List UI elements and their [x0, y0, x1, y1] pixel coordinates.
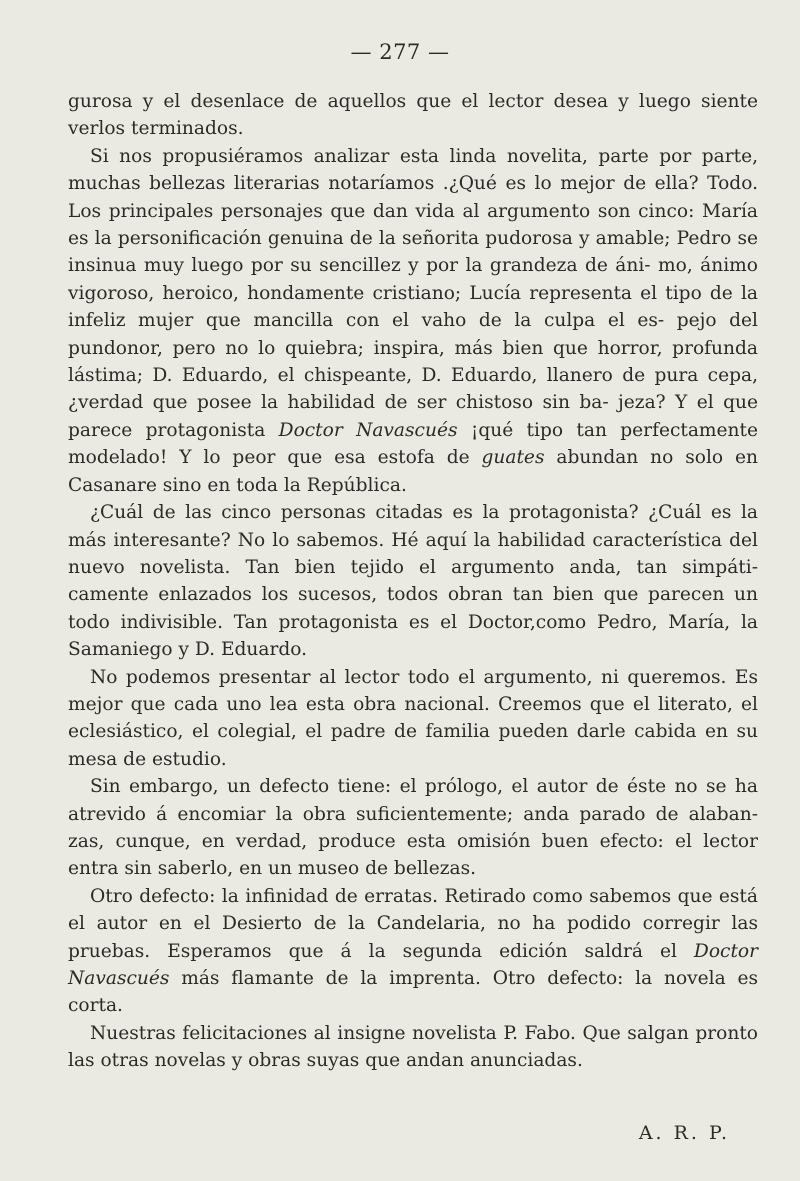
page-number: — 277 — — [350, 40, 450, 64]
book-title-italic-2: Doctor Navascués — [68, 940, 758, 989]
paragraph-6-part-2: más flamante de la imprenta. Otro defecto: la novela es corta. — [68, 968, 758, 1017]
paragraph-2-part-3: abundan no solo en Casanare sino en toda la República. — [68, 447, 758, 496]
paragraph-3: ¿Cuál de las cinco personas citadas es la protagonista? ¿Cuál es la más interesante? No lo sabemos. Hé aquí la habilidad característica del nuevo novelista. Tan bien tejido el argumento anda, tan simpáti- camente enlazados los sucesos, todos obran tan bien que parecen un todo indivisible. Tan protagonista es el Doctor,como Pedro, María, la Samaniego y D. Eduardo. — [68, 502, 758, 661]
book-title-italic: Doctor Navascués — [278, 419, 458, 441]
paragraph-2 — [68, 143, 758, 499]
paragraph-5: Sin embargo, un defecto tiene: el prólogo, el autor de éste no se ha atrevido á encomiar la obra suficientemente; anda parado de alaban- zas, cunque, en verdad, produce esta omisión buen efecto: el lector entra sin saberlo, en un museo de bellezas. — [68, 776, 758, 880]
paragraph-2-part-1: Si nos propusiéramos analizar esta linda novelita, parte por parte, muchas bellezas literarias notaríamos .¿Qué es lo mejor de ella? Todo. Los principales personajes que dan vida al argumento son cinco: María es la personificación genuina de la señorita pudorosa y amable; Pedro se insinua muy luego por su sencillez y por la grandeza de áni- mo, ánimo vigoroso, heroico, hondamente cristiano; Lucía representa el tipo de la infeliz mujer que mancilla con el vaho de la culpa el es- pejo del pundonor, pero no lo quiebra; inspira, más bien que horror, profunda lástima; D. Eduardo, el chispeante, D. Eduardo, llanero de pura cepa, ¿verdad que posee la habilidad de ser chistoso sin ba- jeza? Y el que parece protagonista — [68, 145, 758, 441]
body-text — [68, 88, 758, 1075]
word-guates-italic: guates — [481, 447, 545, 469]
paragraph-1: gurosa y el desenlace de aquellos que el lector desea y luego siente verlos terminados. — [68, 91, 758, 140]
paragraph-6 — [68, 883, 758, 1020]
paragraph-2-part-2: ¡qué tipo tan perfectamente modelado! Y lo peor que esa estofa de — [68, 419, 759, 469]
paragraph-4: No podemos presentar al lector todo el argumento, ni queremos. Es mejor que cada uno lea esta obra nacional. Creemos que el literato, el eclesiástico, el colegial, el padre de familia pueden darle cabida en su mesa de estudio. — [68, 666, 758, 770]
signature: A. R. P. — [638, 1122, 730, 1144]
paragraph-7: Nuestras felicitaciones al insigne novelista P. Fabo. Que salgan pronto las otras novelas y obras suyas que andan anunciadas. — [68, 1022, 758, 1072]
paragraph-6-part-1: Otro defecto: la infinidad de erratas. Retirado como sabemos que está el autor en el Desierto de la Candelaria, no ha podido corregir las pruebas. Esperamos que á la segunda edición saldrá el — [68, 885, 758, 962]
